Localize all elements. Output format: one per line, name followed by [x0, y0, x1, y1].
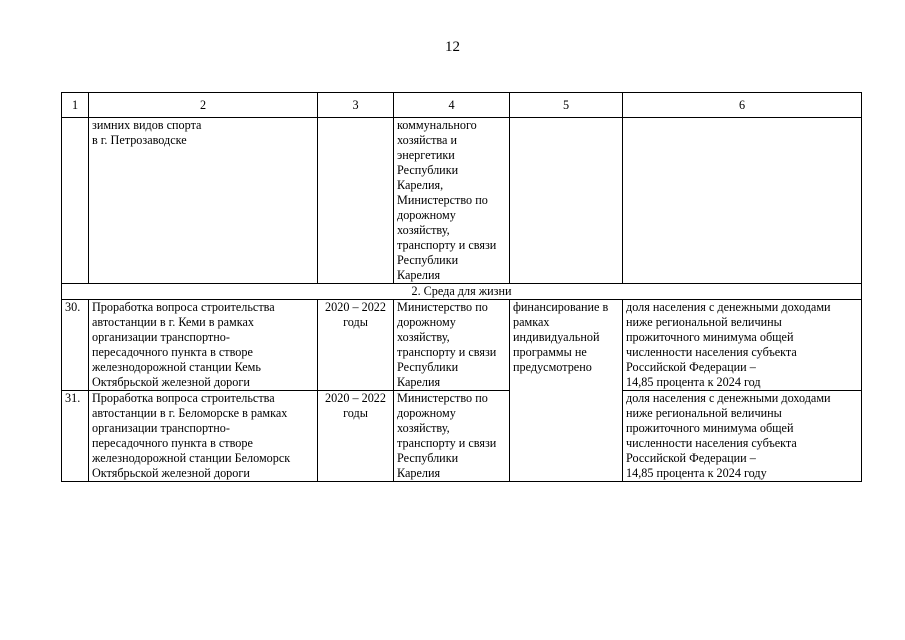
continuation-financing-cell [510, 118, 623, 284]
continuation-indicator-cell [623, 118, 862, 284]
page-number: 12 [445, 39, 460, 55]
measures-table [61, 92, 862, 482]
section-row [62, 284, 862, 300]
header-cell-3: 3 [318, 93, 394, 118]
continuation-name-cell: зимних видов спорта в г. Петрозаводске [89, 118, 318, 284]
continuation-row [62, 118, 862, 284]
continuation-executor-cell: коммунального хозяйства и энергетики Республики Карелия, Министерство по дорожному хозяйству, транспорту и связи Республики Карелия [394, 118, 510, 284]
row-period: 2020 – 2022 годы [318, 300, 394, 391]
header-cell-6: 6 [623, 93, 862, 118]
section-title: 2. Среда для жизни [62, 284, 862, 300]
row-financing: финансирование в рамках индивидуальной программы не предусмотрено [510, 300, 623, 482]
row-period: 2020 – 2022 годы [318, 391, 394, 482]
table-row [62, 300, 862, 391]
continuation-period-cell [318, 118, 394, 284]
table-header-row [62, 93, 862, 118]
row-name: Проработка вопроса строительства автостанции в г. Кеми в рамках организации транспортно- пересадочного пункта в створе железнодорожной станции Кемь Октябрьской железной дороги [89, 300, 318, 391]
row-name: Проработка вопроса строительства автостанции в г. Беломорске в рамках организации транспортно- пересадочного пункта в створе железнодорожной станции Беломорск Октябрьской железной дороги [89, 391, 318, 482]
header-cell-2: 2 [89, 93, 318, 118]
row-indicator: доля населения с денежными доходами ниже региональной величины прожиточного минимума общей численности населения субъекта Российской Федерации – 14,85 процента к 2024 год [623, 300, 862, 391]
header-cell-1: 1 [62, 93, 89, 118]
header-cell-4: 4 [394, 93, 510, 118]
row-number: 30. [62, 300, 89, 391]
table-row [62, 391, 862, 482]
row-executor: Министерство по дорожному хозяйству, транспорту и связи Республики Карелия [394, 300, 510, 391]
row-executor: Министерство по дорожному хозяйству, транспорту и связи Республики Карелия [394, 391, 510, 482]
header-cell-5: 5 [510, 93, 623, 118]
row-indicator: доля населения с денежными доходами ниже региональной величины прожиточного минимума общей численности населения субъекта Российской Федерации – 14,85 процента к 2024 году [623, 391, 862, 482]
row-number: 31. [62, 391, 89, 482]
continuation-num-cell [62, 118, 89, 284]
